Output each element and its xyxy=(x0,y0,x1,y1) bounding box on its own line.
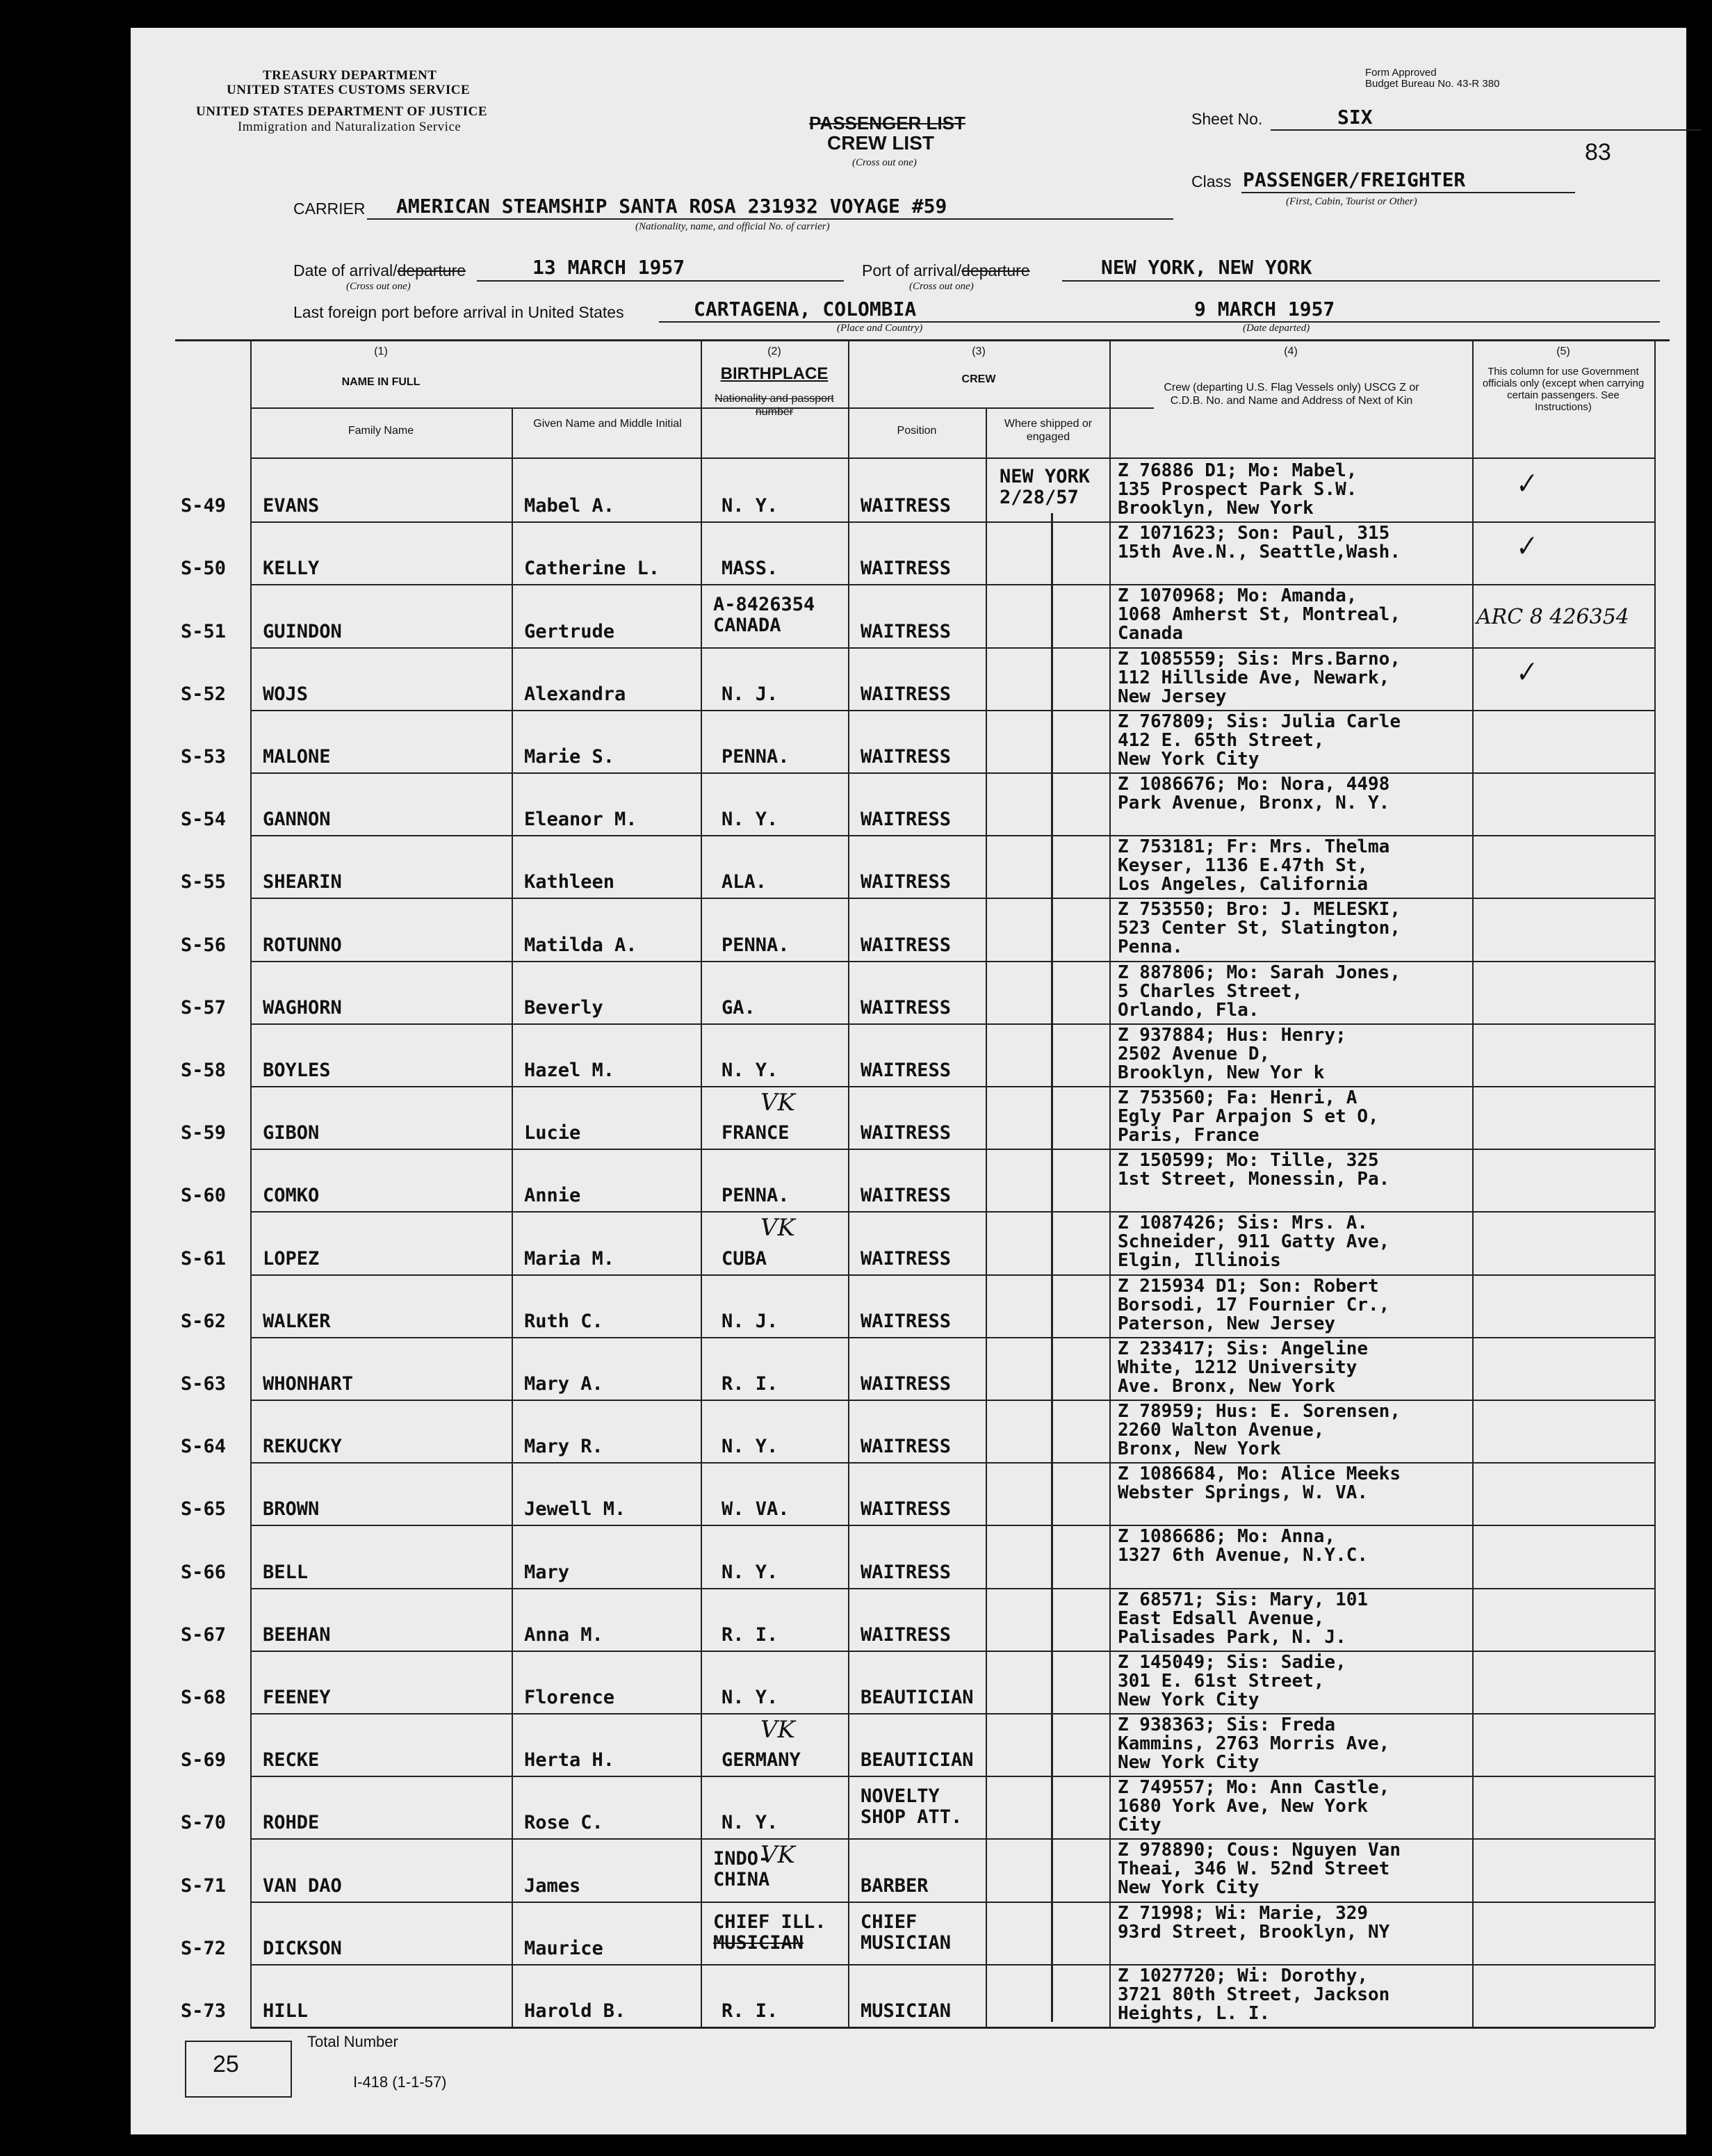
next-of-kin-line: 5 Charles Street, xyxy=(1118,980,1303,1002)
next-of-kin-line: New York City xyxy=(1118,1877,1259,1899)
date-hint: (Cross out one) xyxy=(346,281,411,292)
col3-number: (3) xyxy=(972,346,986,357)
family-name: ROHDE xyxy=(263,1812,320,1834)
next-of-kin-line: Ave. Bronx, New York xyxy=(1118,1375,1336,1397)
col2-number: (2) xyxy=(767,346,781,357)
position: WAITRESS xyxy=(861,683,952,705)
next-of-kin-line: Z 938363; Sis: Freda xyxy=(1118,1715,1336,1735)
birthplace: PENNA. xyxy=(722,934,790,956)
inspector-initials: VK xyxy=(760,1214,795,1242)
next-of-kin-line: Z 1027720; Wi: Dorothy, xyxy=(1118,1965,1369,1986)
row-number: S-58 xyxy=(181,1060,227,1081)
row-number: S-59 xyxy=(181,1122,227,1144)
official-checkmark: ✓ xyxy=(1510,467,1540,501)
birthplace: N. Y. xyxy=(722,809,778,831)
col4-title: Crew (departing U.S. Flag Vessels only) USCG Z or C.D.B. No. and Name and Address of Next of Kin xyxy=(1164,382,1419,407)
birthplace: N. Y. xyxy=(722,495,778,517)
birthplace: GERMANY xyxy=(722,1749,801,1772)
justice-line1: UNITED STATES DEPARTMENT OF JUSTICE xyxy=(196,104,488,119)
row-rule xyxy=(250,1838,1654,1840)
next-of-kin-line: Bronx, New York xyxy=(1118,1438,1281,1459)
given-name: Rose C. xyxy=(524,1812,603,1834)
next-of-kin-line: Paterson, New Jersey xyxy=(1118,1313,1336,1334)
date-departed-value: 9 MARCH 1957 xyxy=(1194,298,1335,321)
next-of-kin-line: 93rd Street, Brooklyn, NY xyxy=(1118,1921,1390,1943)
family-name: BOYLES xyxy=(263,1060,331,1081)
col5-title: This column for use Government officials only (except when carrying certain passengers. See Instructions) xyxy=(1482,366,1645,413)
form-number: I-418 (1-1-57) xyxy=(353,2073,447,2091)
row-number: S-53 xyxy=(181,746,227,768)
row-number: S-51 xyxy=(181,620,227,642)
family-name: ROTUNNO xyxy=(263,934,342,956)
next-of-kin-line: Keyser, 1136 E.47th St, xyxy=(1118,855,1369,877)
col1-family: Family Name xyxy=(348,425,414,437)
position: WAITRESS xyxy=(861,1247,952,1270)
position: WAITRESS xyxy=(861,809,952,831)
col4-number: (4) xyxy=(1284,346,1298,357)
row-rule xyxy=(250,1149,1654,1150)
row-number: S-56 xyxy=(181,934,227,956)
next-of-kin-line: Z 145049; Sis: Sadie, xyxy=(1118,1651,1346,1673)
row-number: S-57 xyxy=(181,996,227,1019)
row-number: S-60 xyxy=(181,1185,227,1207)
next-of-kin-line: 412 E. 65th Street, xyxy=(1118,729,1325,751)
next-of-kin-line: Elgin, Illinois xyxy=(1118,1250,1281,1272)
position: NOVELTY xyxy=(861,1785,940,1808)
next-of-kin-line: Z 1086684, Mo: Alice Meeks xyxy=(1118,1464,1401,1485)
row-number: S-64 xyxy=(181,1436,227,1458)
position: BARBER xyxy=(861,1874,929,1897)
next-of-kin-line: 2260 Walton Avenue, xyxy=(1118,1420,1325,1441)
given-name: Mary A. xyxy=(524,1373,603,1395)
row-rule xyxy=(250,1337,1654,1338)
row-number: S-66 xyxy=(181,1561,227,1583)
row-rule xyxy=(250,961,1654,962)
family-name: FEENEY xyxy=(263,1687,331,1708)
given-name: Hazel M. xyxy=(524,1060,615,1081)
position: SHOP ATT. xyxy=(861,1806,963,1829)
col2-title: BIRTHPLACE xyxy=(720,364,829,383)
position: WAITRESS xyxy=(861,495,952,517)
next-of-kin-line: Z 71998; Wi: Marie, 329 xyxy=(1118,1902,1369,1924)
carrier-value: AMERICAN STEAMSHIP SANTA ROSA 231932 VOYAGE #59 xyxy=(396,195,947,218)
position: WAITRESS xyxy=(861,558,952,580)
next-of-kin-line: Theai, 346 W. 52nd Street xyxy=(1118,1858,1390,1880)
position: BEAUTICIAN xyxy=(861,1687,974,1708)
row-rule xyxy=(250,584,1654,585)
next-of-kin-line: Z 150599; Mo: Tille, 325 xyxy=(1118,1150,1379,1172)
ditto-line xyxy=(1051,513,1053,2022)
position: WAITRESS xyxy=(861,934,952,956)
row-number: S-61 xyxy=(181,1247,227,1270)
position: WAITRESS xyxy=(861,1122,952,1144)
birthplace: CHINA xyxy=(713,1869,770,1891)
position: WAITRESS xyxy=(861,1373,952,1395)
given-name: Eleanor M. xyxy=(524,809,637,831)
next-of-kin-line: Los Angeles, California xyxy=(1118,874,1369,895)
next-of-kin-line: Webster Springs, W. VA. xyxy=(1118,1482,1369,1504)
given-name: Maurice xyxy=(524,1937,603,1959)
given-name: Annie xyxy=(524,1185,581,1207)
birthplace: CUBA xyxy=(722,1247,767,1270)
page-number: 83 xyxy=(1585,139,1611,165)
position: WAITRESS xyxy=(861,1060,952,1081)
next-of-kin-line: Z 753181; Fr: Mrs. Thelma xyxy=(1118,836,1390,858)
family-name: GIBON xyxy=(263,1122,320,1144)
position: WAITRESS xyxy=(861,1436,952,1458)
birthplace: FRANCE xyxy=(722,1122,790,1144)
row-rule xyxy=(250,1462,1654,1464)
family-name: GANNON xyxy=(263,809,331,831)
family-name: REKUCKY xyxy=(263,1436,342,1458)
row-rule xyxy=(250,1525,1654,1526)
row-rule xyxy=(250,1964,1654,1965)
col3-title: CREW xyxy=(961,373,996,385)
justice-line2: Immigration and Naturalization Service xyxy=(238,120,462,134)
row-number: S-73 xyxy=(181,2000,227,2022)
birthplace: W. VA. xyxy=(722,1498,790,1521)
next-of-kin-line: 1327 6th Avenue, N.Y.C. xyxy=(1118,1545,1369,1566)
next-of-kin-line: Z 215934 D1; Son: Robert xyxy=(1118,1275,1379,1297)
treasury-line2: UNITED STATES CUSTOMS SERVICE xyxy=(227,83,471,97)
port-hint: (Cross out one) xyxy=(909,281,974,292)
col1-number: (1) xyxy=(374,346,388,357)
next-of-kin-line: Canada xyxy=(1118,623,1183,645)
next-of-kin-line: Egly Par Arpajon S et O, xyxy=(1118,1106,1379,1127)
next-of-kin-line: 2502 Avenue D, xyxy=(1118,1043,1271,1064)
passenger-list-title: PASSENGER LIST xyxy=(809,113,965,133)
col3-where: Where shipped or engaged xyxy=(1004,418,1093,443)
family-name: SHEARIN xyxy=(263,871,342,893)
next-of-kin-line: 3721 80th Street, Jackson xyxy=(1118,1984,1390,2005)
row-rule xyxy=(250,1713,1654,1715)
next-of-kin-line: Heights, L. I. xyxy=(1118,2002,1271,2024)
next-of-kin-line: Z 749557; Mo: Ann Castle, xyxy=(1118,1777,1390,1799)
col3-position: Position xyxy=(897,425,937,437)
last-port-value: CARTAGENA, COLOMBIA xyxy=(694,298,917,321)
row-rule xyxy=(250,1776,1654,1777)
row-number: S-63 xyxy=(181,1373,227,1395)
position: WAITRESS xyxy=(861,746,952,768)
row-rule xyxy=(250,710,1654,711)
birthplace: PENNA. xyxy=(722,746,790,768)
given-name: Mabel A. xyxy=(524,495,615,517)
given-name: Alexandra xyxy=(524,683,626,705)
birthplace: N. Y. xyxy=(722,1436,778,1458)
next-of-kin-line: Z 767809; Sis: Julia Carle xyxy=(1118,711,1401,732)
row-rule xyxy=(250,1086,1654,1087)
date-label: Date of arrival/departure xyxy=(293,261,466,279)
row-rule xyxy=(250,1400,1654,1401)
col1-given: Given Name and Middle Initial xyxy=(533,418,682,430)
treasury-line1: TREASURY DEPARTMENT xyxy=(263,68,437,83)
birthplace: N. J. xyxy=(722,683,778,705)
given-name: Jewell M. xyxy=(524,1498,626,1521)
family-name: LOPEZ xyxy=(263,1247,320,1270)
row-number: S-65 xyxy=(181,1498,227,1521)
total-label: Total Number xyxy=(307,2033,398,2050)
carrier-hint: (Nationality, name, and official No. of carrier) xyxy=(635,221,830,232)
next-of-kin-line: Paris, France xyxy=(1118,1125,1259,1146)
row-number: S-50 xyxy=(181,558,227,580)
next-of-kin-line: Z 1070968; Mo: Amanda, xyxy=(1118,585,1358,607)
family-name: BEEHAN xyxy=(263,1623,331,1646)
next-of-kin-line: Kammins, 2763 Morris Ave, xyxy=(1118,1733,1390,1754)
next-of-kin-line: Orlando, Fla. xyxy=(1118,999,1259,1021)
position: WAITRESS xyxy=(861,620,952,642)
next-of-kin-line: Z 1086686; Mo: Anna, xyxy=(1118,1526,1336,1548)
last-port-label: Last foreign port before arrival in United States xyxy=(293,303,624,321)
row-rule xyxy=(250,1274,1654,1276)
next-of-kin-line: Schneider, 911 Gatty Ave, xyxy=(1118,1231,1390,1253)
col2-struck: Nationality and passport number xyxy=(715,393,834,418)
family-name: RECKE xyxy=(263,1749,320,1772)
family-name: WHONHART xyxy=(263,1373,354,1395)
position: WAITRESS xyxy=(861,1561,952,1583)
class-label: Class xyxy=(1191,172,1232,191)
official-checkmark: ✓ xyxy=(1510,654,1540,690)
next-of-kin-line: East Edsall Avenue, xyxy=(1118,1607,1325,1629)
next-of-kin-line: Z 1087426; Sis: Mrs. A. xyxy=(1118,1213,1369,1234)
row-number: S-52 xyxy=(181,683,227,705)
next-of-kin-line: New York City xyxy=(1118,748,1259,770)
next-of-kin-line: Park Avenue, Bronx, N. Y. xyxy=(1118,793,1390,813)
family-name: VAN DAO xyxy=(263,1874,342,1897)
birthplace: R. I. xyxy=(722,2000,778,2022)
birthplace: PENNA. xyxy=(722,1185,790,1207)
next-of-kin-line: City xyxy=(1118,1815,1161,1836)
given-name: Herta H. xyxy=(524,1749,615,1772)
row-number: S-68 xyxy=(181,1687,227,1708)
date-value: 13 MARCH 1957 xyxy=(532,256,685,279)
row-number: S-70 xyxy=(181,1812,227,1834)
next-of-kin-line: 1st Street, Monessin, Pa. xyxy=(1118,1169,1390,1190)
total-count: 25 xyxy=(213,2051,239,2077)
next-of-kin-line: Z 887806; Mo: Sarah Jones, xyxy=(1118,962,1401,983)
row-number: S-55 xyxy=(181,871,227,893)
family-name: WALKER xyxy=(263,1310,331,1332)
next-of-kin-line: Palisades Park, N. J. xyxy=(1118,1626,1346,1648)
family-name: GUINDON xyxy=(263,620,342,642)
family-name: HILL xyxy=(263,2000,309,2022)
family-name: BROWN xyxy=(263,1498,320,1521)
row-number: S-69 xyxy=(181,1749,227,1772)
given-name: Lucie xyxy=(524,1122,581,1144)
next-of-kin-line: New Jersey xyxy=(1118,686,1227,707)
given-name: Catherine L. xyxy=(524,558,660,580)
position: MUSICIAN xyxy=(861,1931,952,1954)
birthplace: R. I. xyxy=(722,1373,778,1395)
table-top-rule xyxy=(175,339,1670,341)
next-of-kin-line: 301 E. 61st Street, xyxy=(1118,1670,1325,1692)
position: WAITRESS xyxy=(861,1498,952,1521)
next-of-kin-line: 15th Ave.N., Seattle,Wash. xyxy=(1118,542,1401,563)
given-name: Ruth C. xyxy=(524,1310,603,1332)
birthplace: N. J. xyxy=(722,1310,778,1332)
inspector-initials: VK xyxy=(760,1841,795,1870)
next-of-kin-line: New York City xyxy=(1118,1752,1259,1773)
family-name: MALONE xyxy=(263,746,331,768)
row-number: S-49 xyxy=(181,495,227,517)
col5-number: (5) xyxy=(1556,346,1570,357)
position: BEAUTICIAN xyxy=(861,1749,974,1772)
budget-bureau: Budget Bureau No. 43-R 380 xyxy=(1365,78,1500,90)
row-rule xyxy=(250,898,1654,899)
next-of-kin-line: Z 753550; Bro: J. MELESKI, xyxy=(1118,899,1401,921)
birthplace: ALA. xyxy=(722,871,767,893)
position: WAITRESS xyxy=(861,871,952,893)
row-rule xyxy=(250,521,1654,523)
next-of-kin-line: Penna. xyxy=(1118,937,1183,958)
given-name: Beverly xyxy=(524,996,603,1019)
position: WAITRESS xyxy=(861,1185,952,1207)
port-label: Port of arrival/departure xyxy=(862,261,1030,279)
next-of-kin-line: Z 1071623; Son: Paul, 315 xyxy=(1118,523,1390,544)
row-rule xyxy=(250,835,1654,836)
birthplace: CANADA xyxy=(713,615,781,637)
birthplace: N. Y. xyxy=(722,1060,778,1081)
birthplace: MUSICIAN xyxy=(713,1931,804,1954)
where-shipped: 2/28/57 xyxy=(1000,487,1079,508)
position: CHIEF xyxy=(861,1911,918,1933)
birthplace: INDO- xyxy=(713,1848,770,1870)
given-name: Florence xyxy=(524,1687,615,1708)
next-of-kin-line: Borsodi, 17 Fournier Cr., xyxy=(1118,1294,1390,1315)
given-name: Harold B. xyxy=(524,2000,626,2022)
next-of-kin-line: Z 753560; Fa: Henri, A xyxy=(1118,1087,1358,1108)
birthplace: GA. xyxy=(722,996,756,1019)
port-value: NEW YORK, NEW YORK xyxy=(1101,256,1312,279)
row-rule xyxy=(250,647,1654,649)
next-of-kin-line: White, 1212 University xyxy=(1118,1356,1358,1378)
next-of-kin-line: Z 937884; Hus: Henry; xyxy=(1118,1024,1346,1046)
birthplace: CHIEF ILL. xyxy=(713,1911,826,1933)
class-hint: (First, Cabin, Tourist or Other) xyxy=(1286,196,1417,207)
class-value: PASSENGER/FREIGHTER xyxy=(1243,168,1466,191)
next-of-kin-line: Brooklyn, New Yor k xyxy=(1118,1062,1325,1083)
birthplace: N. Y. xyxy=(722,1561,778,1583)
position: WAITRESS xyxy=(861,1623,952,1646)
last-port-hint: (Place and Country) xyxy=(837,323,923,334)
row-number: S-67 xyxy=(181,1623,227,1646)
next-of-kin-line: Z 1086676; Mo: Nora, 4498 xyxy=(1118,774,1390,795)
next-of-kin-line: Z 78959; Hus: E. Sorensen, xyxy=(1118,1401,1401,1422)
sheet-number: SIX xyxy=(1337,106,1373,129)
next-of-kin-line: Z 1085559; Sis: Mrs.Barno, xyxy=(1118,648,1401,670)
birthplace: MASS. xyxy=(722,558,778,580)
given-name: Mary xyxy=(524,1561,570,1583)
inspector-initials: VK xyxy=(760,1716,795,1744)
row-rule xyxy=(250,1902,1654,1903)
given-name: Gertrude xyxy=(524,620,615,642)
family-name: KELLY xyxy=(263,558,320,580)
given-name: James xyxy=(524,1874,581,1897)
row-number: S-54 xyxy=(181,809,227,831)
birthplace: N. Y. xyxy=(722,1687,778,1708)
birthplace: R. I. xyxy=(722,1623,778,1646)
position: WAITRESS xyxy=(861,1310,952,1332)
family-name: BELL xyxy=(263,1561,309,1583)
next-of-kin-line: 1680 York Ave, New York xyxy=(1118,1796,1369,1817)
family-name: DICKSON xyxy=(263,1937,342,1959)
official-annotation: ARC 8 426354 xyxy=(1476,605,1629,630)
row-rule xyxy=(250,772,1654,774)
inspector-initials: VK xyxy=(760,1089,795,1117)
family-name: COMKO xyxy=(263,1185,320,1207)
family-name: WOJS xyxy=(263,683,309,705)
row-rule xyxy=(250,1023,1654,1025)
next-of-kin-line: 112 Hillside Ave, Newark, xyxy=(1118,667,1390,688)
given-name: Matilda A. xyxy=(524,934,637,956)
row-rule xyxy=(250,2027,1654,2028)
where-shipped: NEW YORK xyxy=(1000,466,1091,487)
birthplace: N. Y. xyxy=(722,1812,778,1834)
next-of-kin-line: 523 Center St, Slatington, xyxy=(1118,918,1401,939)
cross-out-hint: (Cross out one) xyxy=(852,157,917,168)
given-name: Kathleen xyxy=(524,871,615,893)
given-name: Maria M. xyxy=(524,1247,615,1270)
family-name: WAGHORN xyxy=(263,996,342,1019)
family-name: EVANS xyxy=(263,495,320,517)
given-name: Marie S. xyxy=(524,746,615,768)
given-name: Mary R. xyxy=(524,1436,603,1458)
next-of-kin-line: Z 76886 D1; Mo: Mabel, xyxy=(1118,460,1358,481)
official-checkmark: ✓ xyxy=(1510,529,1540,565)
next-of-kin-line: Z 978890; Cous: Nguyen Van xyxy=(1118,1840,1401,1861)
row-number: S-72 xyxy=(181,1937,227,1959)
next-of-kin-line: Z 233417; Sis: Angeline xyxy=(1118,1338,1369,1359)
position: WAITRESS xyxy=(861,996,952,1019)
date-departed-hint: (Date departed) xyxy=(1243,323,1310,334)
birthplace: A-8426354 xyxy=(713,594,815,616)
row-rule xyxy=(250,1651,1654,1652)
next-of-kin-line: Brooklyn, New York xyxy=(1118,498,1314,519)
crew-list-title: CREW LIST xyxy=(827,132,934,154)
row-rule xyxy=(250,1588,1654,1589)
col1-title: NAME IN FULL xyxy=(341,376,421,388)
given-name: Anna M. xyxy=(524,1623,603,1646)
sheet-label: Sheet No. xyxy=(1191,110,1263,128)
row-number: S-62 xyxy=(181,1310,227,1332)
form-approved: Form Approved xyxy=(1365,67,1437,79)
next-of-kin-line: 135 Prospect Park S.W. xyxy=(1118,479,1358,500)
manifest-sheet xyxy=(131,28,1686,2134)
next-of-kin-line: Z 68571; Sis: Mary, 101 xyxy=(1118,1589,1369,1610)
next-of-kin-line: 1068 Amherst St, Montreal, xyxy=(1118,604,1401,626)
row-rule xyxy=(250,1211,1654,1213)
carrier-label: CARRIER xyxy=(293,200,366,218)
row-number: S-71 xyxy=(181,1874,227,1897)
position: MUSICIAN xyxy=(861,2000,952,2022)
next-of-kin-line: New York City xyxy=(1118,1689,1259,1710)
